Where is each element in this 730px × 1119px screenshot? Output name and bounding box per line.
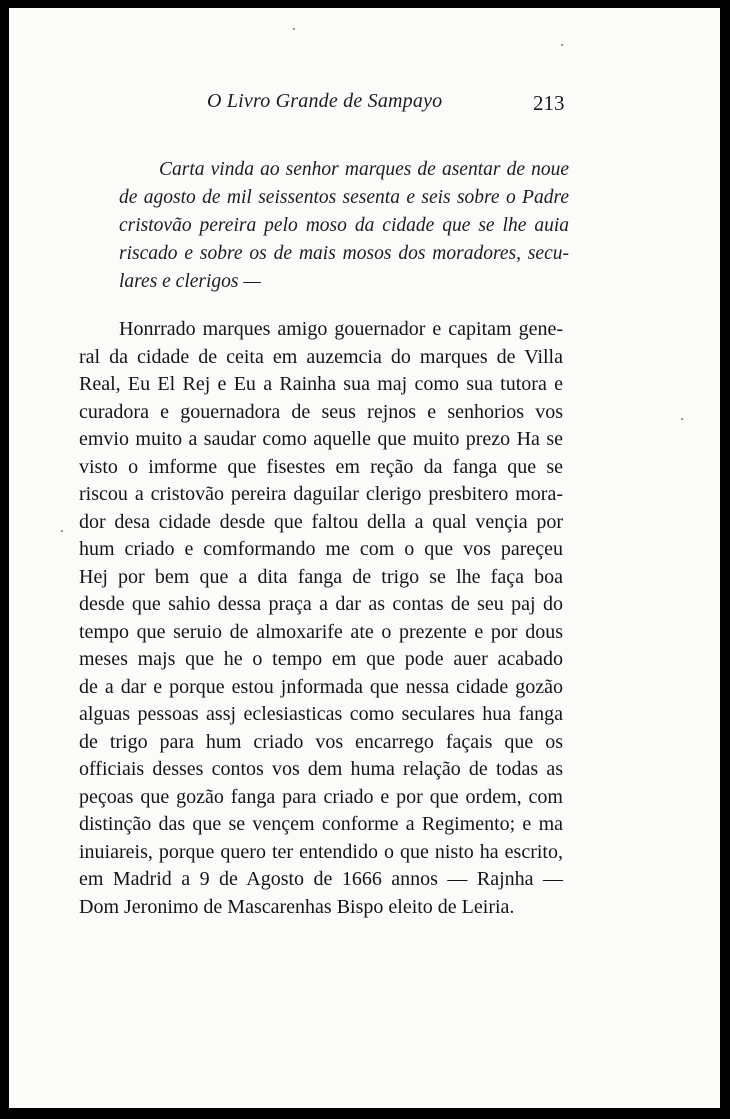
body-line: ral da cidade de ceita em auzemcia do marques de Villa [79, 345, 563, 368]
body-line: riscou a cristovão pereira daguilar clerigo presbitero mora- [79, 483, 563, 505]
document-page [9, 8, 720, 1108]
body-line: Hej por bem que a dita fanga de trigo se lhe faça boa [79, 565, 563, 588]
body-line: dor desa cidade desde que faltou della a qual vençia por [79, 510, 563, 533]
body-line: tempo que seruio de almoxarife ate o prezente e por dous [79, 620, 563, 643]
body-line: officiais desses contos vos dem huma relação de todas as [79, 758, 563, 780]
body-line: inuiareis, porque quero ter entendido o que nisto ha escrito, [79, 840, 563, 863]
body-line: emvio muito a saudar como aquelle que muito prezo Ha se [79, 428, 563, 450]
running-header [9, 90, 720, 120]
heading-line: de agosto de mil seissentos sesenta e seis sobre o Padre [119, 187, 569, 208]
letter-body [79, 316, 563, 921]
body-line: desde que sahio dessa praça a dar as contas de seu paj do [79, 593, 563, 615]
scan-speck [61, 530, 63, 532]
heading-line: riscado e sobre os de mais mosos dos moradores, secu- [119, 243, 569, 264]
body-line: curadora e gouernadora de seus rejnos e senhorios vos [79, 400, 563, 423]
body-line: peçoas que gozão fanga para criado e por que ordem, com [79, 785, 563, 808]
running-title: O Livro Grande de Sampayo [207, 90, 443, 112]
heading-line: lares e clerigos — [119, 271, 261, 292]
scan-speck [681, 418, 683, 420]
heading-line: cristovão pereira pelo moso da cidade que se lhe auia [119, 215, 569, 236]
scan-speck [293, 28, 295, 30]
body-line: visto o imforme que fisestes em reção da fanga que se [79, 455, 563, 478]
body-line: em Madrid a 9 de Agosto de 1666 annos — Rajnha — [79, 868, 563, 890]
body-line: Real, Eu El Rej e Eu a Rainha sua maj como sua tutora e [79, 373, 563, 395]
scan-speck [561, 44, 563, 46]
letter-heading [119, 156, 569, 296]
body-line: distinção das que se vençem conforme a Regimento; e ma [79, 813, 563, 835]
body-line: de a dar e porque estou jnformada que nessa cidade gozão [79, 675, 563, 698]
body-line: meses majs que he o tempo em que pode auer acabado [79, 648, 563, 670]
body-line: de trigo para hum criado vos encarrego façais que os [79, 730, 563, 753]
page-number: 213 [533, 91, 565, 115]
body-line: Dom Jeronimo de Mascarenhas Bispo eleito de Leiria. [79, 895, 515, 918]
body-line: hum criado e comformando me com o que vos pareçeu [79, 538, 563, 560]
body-line: alguas pessoas assj eclesiasticas como seculares hua fanga [79, 703, 563, 725]
body-line: Honrrado marques amigo gouernador e capitam gene- [119, 318, 563, 340]
heading-line: Carta vinda ao senhor marques de asentar de noue [159, 159, 569, 180]
